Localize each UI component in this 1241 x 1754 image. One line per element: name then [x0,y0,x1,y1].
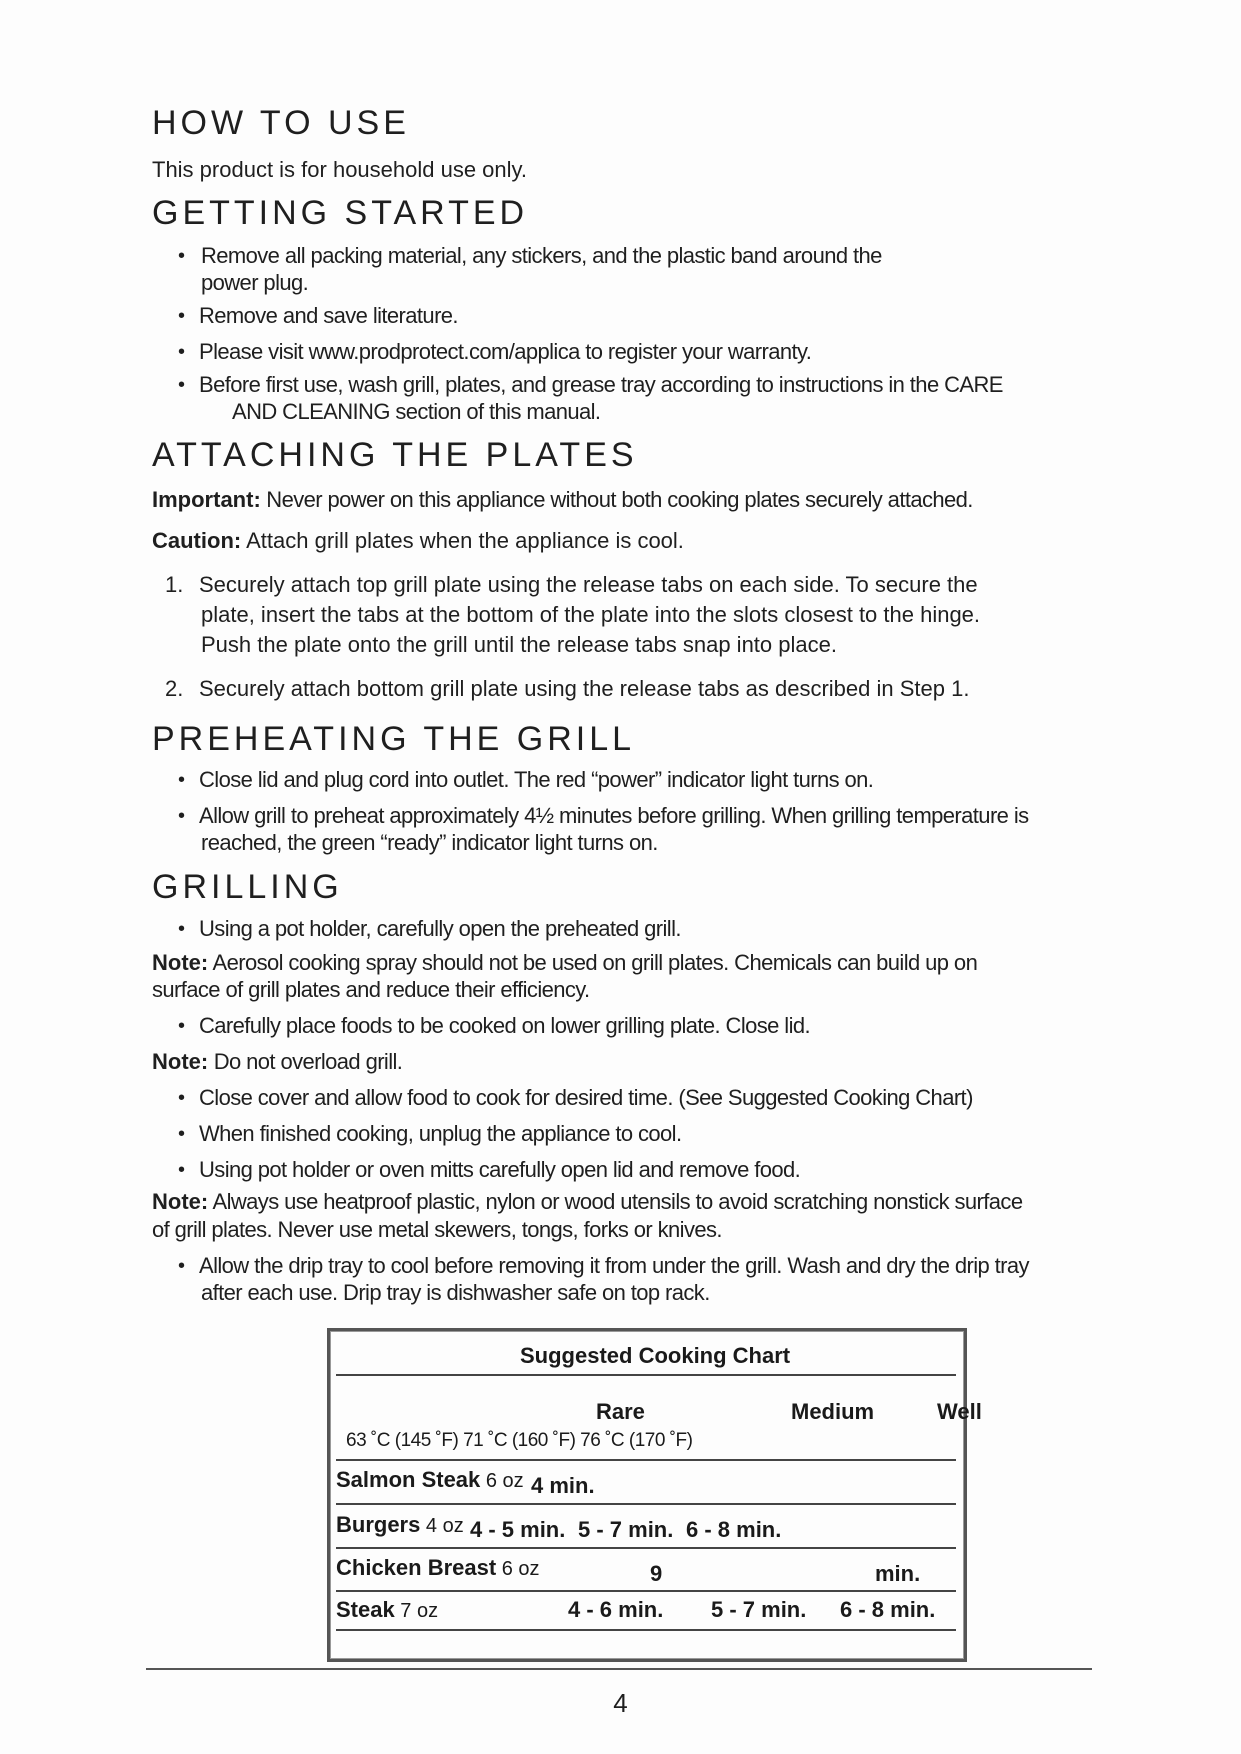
time-cell: 6 - 8 min. [840,1597,936,1622]
heading-grilling: GRILLING [152,868,343,906]
time-cell: 4 min. [531,1473,595,1498]
bullet-icon: • [178,245,186,267]
time-cell: 4 - 6 min. [568,1597,664,1622]
note-text: Always use heatproof plastic, nylon or wood utensils to avoid scratching nonstick surface [208,1189,1023,1214]
heading-attaching-plates: ATTACHING THE PLATES [152,436,638,474]
important-label: Important: [152,487,261,512]
note-text: Aerosol cooking spray should not be used on grill plates. Chemicals can build up on [208,950,978,975]
note-continuation: of grill plates. Never use metal skewers, tongs, forks or knives. [152,1217,722,1242]
caution-note [152,527,684,555]
bullet-icon: • [178,1087,186,1109]
note-continuation: surface of grill plates and reduce their efficiency. [152,977,590,1002]
table-row [336,1467,524,1494]
food-name: Burgers [336,1512,421,1537]
bullet-icon: • [178,1015,186,1037]
list-item-continuation: after each use. Drip tray is dishwasher safe on top rack. [201,1280,710,1305]
step-line: Push the plate onto the grill until the release tabs snap into place. [201,632,837,657]
chart-divider [336,1503,956,1505]
note-utensils [152,1188,1022,1216]
header-medium: Medium [791,1399,875,1424]
time-cell: 4 - 5 min. [470,1517,566,1542]
step-number: 1. [165,572,184,597]
chart-divider [336,1374,956,1376]
table-row [336,1597,438,1624]
list-item: When finished cooking, unplug the appliance to cool. [199,1121,682,1146]
bullet-icon: • [178,374,186,396]
step-line: plate, insert the tabs at the bottom of the plate into the slots closest to the hinge. [201,602,981,627]
temperature-row: 63 ˚C (145 ˚F) 71 ˚C (160 ˚F) 76 ˚C (170 ˚F) [346,1430,693,1451]
chart-divider [336,1629,956,1631]
footer-rule [146,1668,1092,1670]
chart-divider [336,1459,956,1461]
list-item: Allow the drip tray to cool before removing it from under the grill. Wash and dry the drip tray [199,1253,1029,1278]
food-weight: 4 oz [420,1515,464,1537]
heading-how-to-use: HOW TO USE [152,104,410,142]
table-row [336,1555,540,1582]
heading-preheating: PREHEATING THE GRILL [152,720,636,758]
note-label: Note: [152,1049,209,1074]
list-item: Close lid and plug cord into outlet. The red “power” indicator light turns on. [199,767,874,792]
time-cell: 6 - 8 min. [686,1517,782,1542]
food-name: Steak [336,1597,395,1622]
cooking-chart [327,1328,982,1662]
food-weight: 7 oz [394,1600,439,1622]
bullet-icon: • [178,1123,186,1145]
step-line: Securely attach top grill plate using the release tabs on each side. To secure the [199,572,978,597]
bullet-icon: • [178,341,186,363]
time-cell: min. [875,1561,921,1586]
bullet-icon: • [178,1255,186,1277]
list-item: Allow grill to preheat approximately 4½ minutes before grilling. When grilling temperature is [199,803,1029,828]
time-cell: 5 - 7 min. [711,1597,807,1622]
header-well: Well [937,1399,982,1424]
bullet-icon: • [178,1159,186,1181]
note-aerosol [152,949,977,977]
list-item: Remove and save literature. [199,303,458,328]
list-item: Before first use, wash grill, plates, and grease tray according to instructions in the CARE [199,372,1003,397]
note-label: Note: [152,950,209,975]
heading-getting-started: GETTING STARTED [152,194,529,232]
bullet-icon: • [178,918,186,940]
page-number: 4 [613,1688,628,1718]
food-name: Salmon Steak [336,1467,481,1492]
list-item-continuation: AND CLEANING section of this manual. [232,399,601,424]
bullet-icon: • [178,305,186,327]
food-name: Chicken Breast [336,1555,497,1580]
list-item-continuation: reached, the green “ready” indicator light turns on. [201,830,658,855]
step-number: 2. [165,676,184,701]
caution-text: Attach grill plates when the appliance is cool. [241,528,684,553]
food-weight: 6 oz [480,1470,524,1492]
caution-label: Caution: [152,528,242,553]
list-item: Close cover and allow food to cook for desired time. (See Suggested Cooking Chart) [199,1085,973,1110]
list-item: Using pot holder or oven mitts carefully open lid and remove food. [199,1157,801,1182]
header-rare: Rare [596,1399,645,1424]
important-text: Never power on this appliance without both cooking plates securely attached. [260,487,973,512]
intro-text: This product is for household use only. [152,157,528,182]
note-label: Note: [152,1189,209,1214]
chart-title: Suggested Cooking Chart [520,1343,791,1368]
time-cell: 9 [650,1561,663,1586]
step-line: Securely attach bottom grill plate using the release tabs as described in Step 1. [199,676,970,701]
list-item-continuation: power plug. [201,270,309,295]
list-item: Remove all packing material, any stickers, and the plastic band around the [201,243,882,268]
bullet-icon: • [178,769,186,791]
note-text: Do not overload grill. [208,1049,403,1074]
table-row [336,1512,464,1539]
chart-divider [336,1547,956,1549]
important-note [152,486,973,514]
list-item: Using a pot holder, carefully open the preheated grill. [199,916,681,941]
list-item: Carefully place foods to be cooked on lower grilling plate. Close lid. [199,1013,811,1038]
time-cell: 5 - 7 min. [578,1517,674,1542]
bullet-icon: • [178,805,186,827]
food-weight: 6 oz [496,1558,540,1580]
note-overload [152,1048,402,1076]
list-item: Please visit www.prodprotect.com/applica to register your warranty. [199,339,812,364]
chart-divider [336,1590,956,1592]
